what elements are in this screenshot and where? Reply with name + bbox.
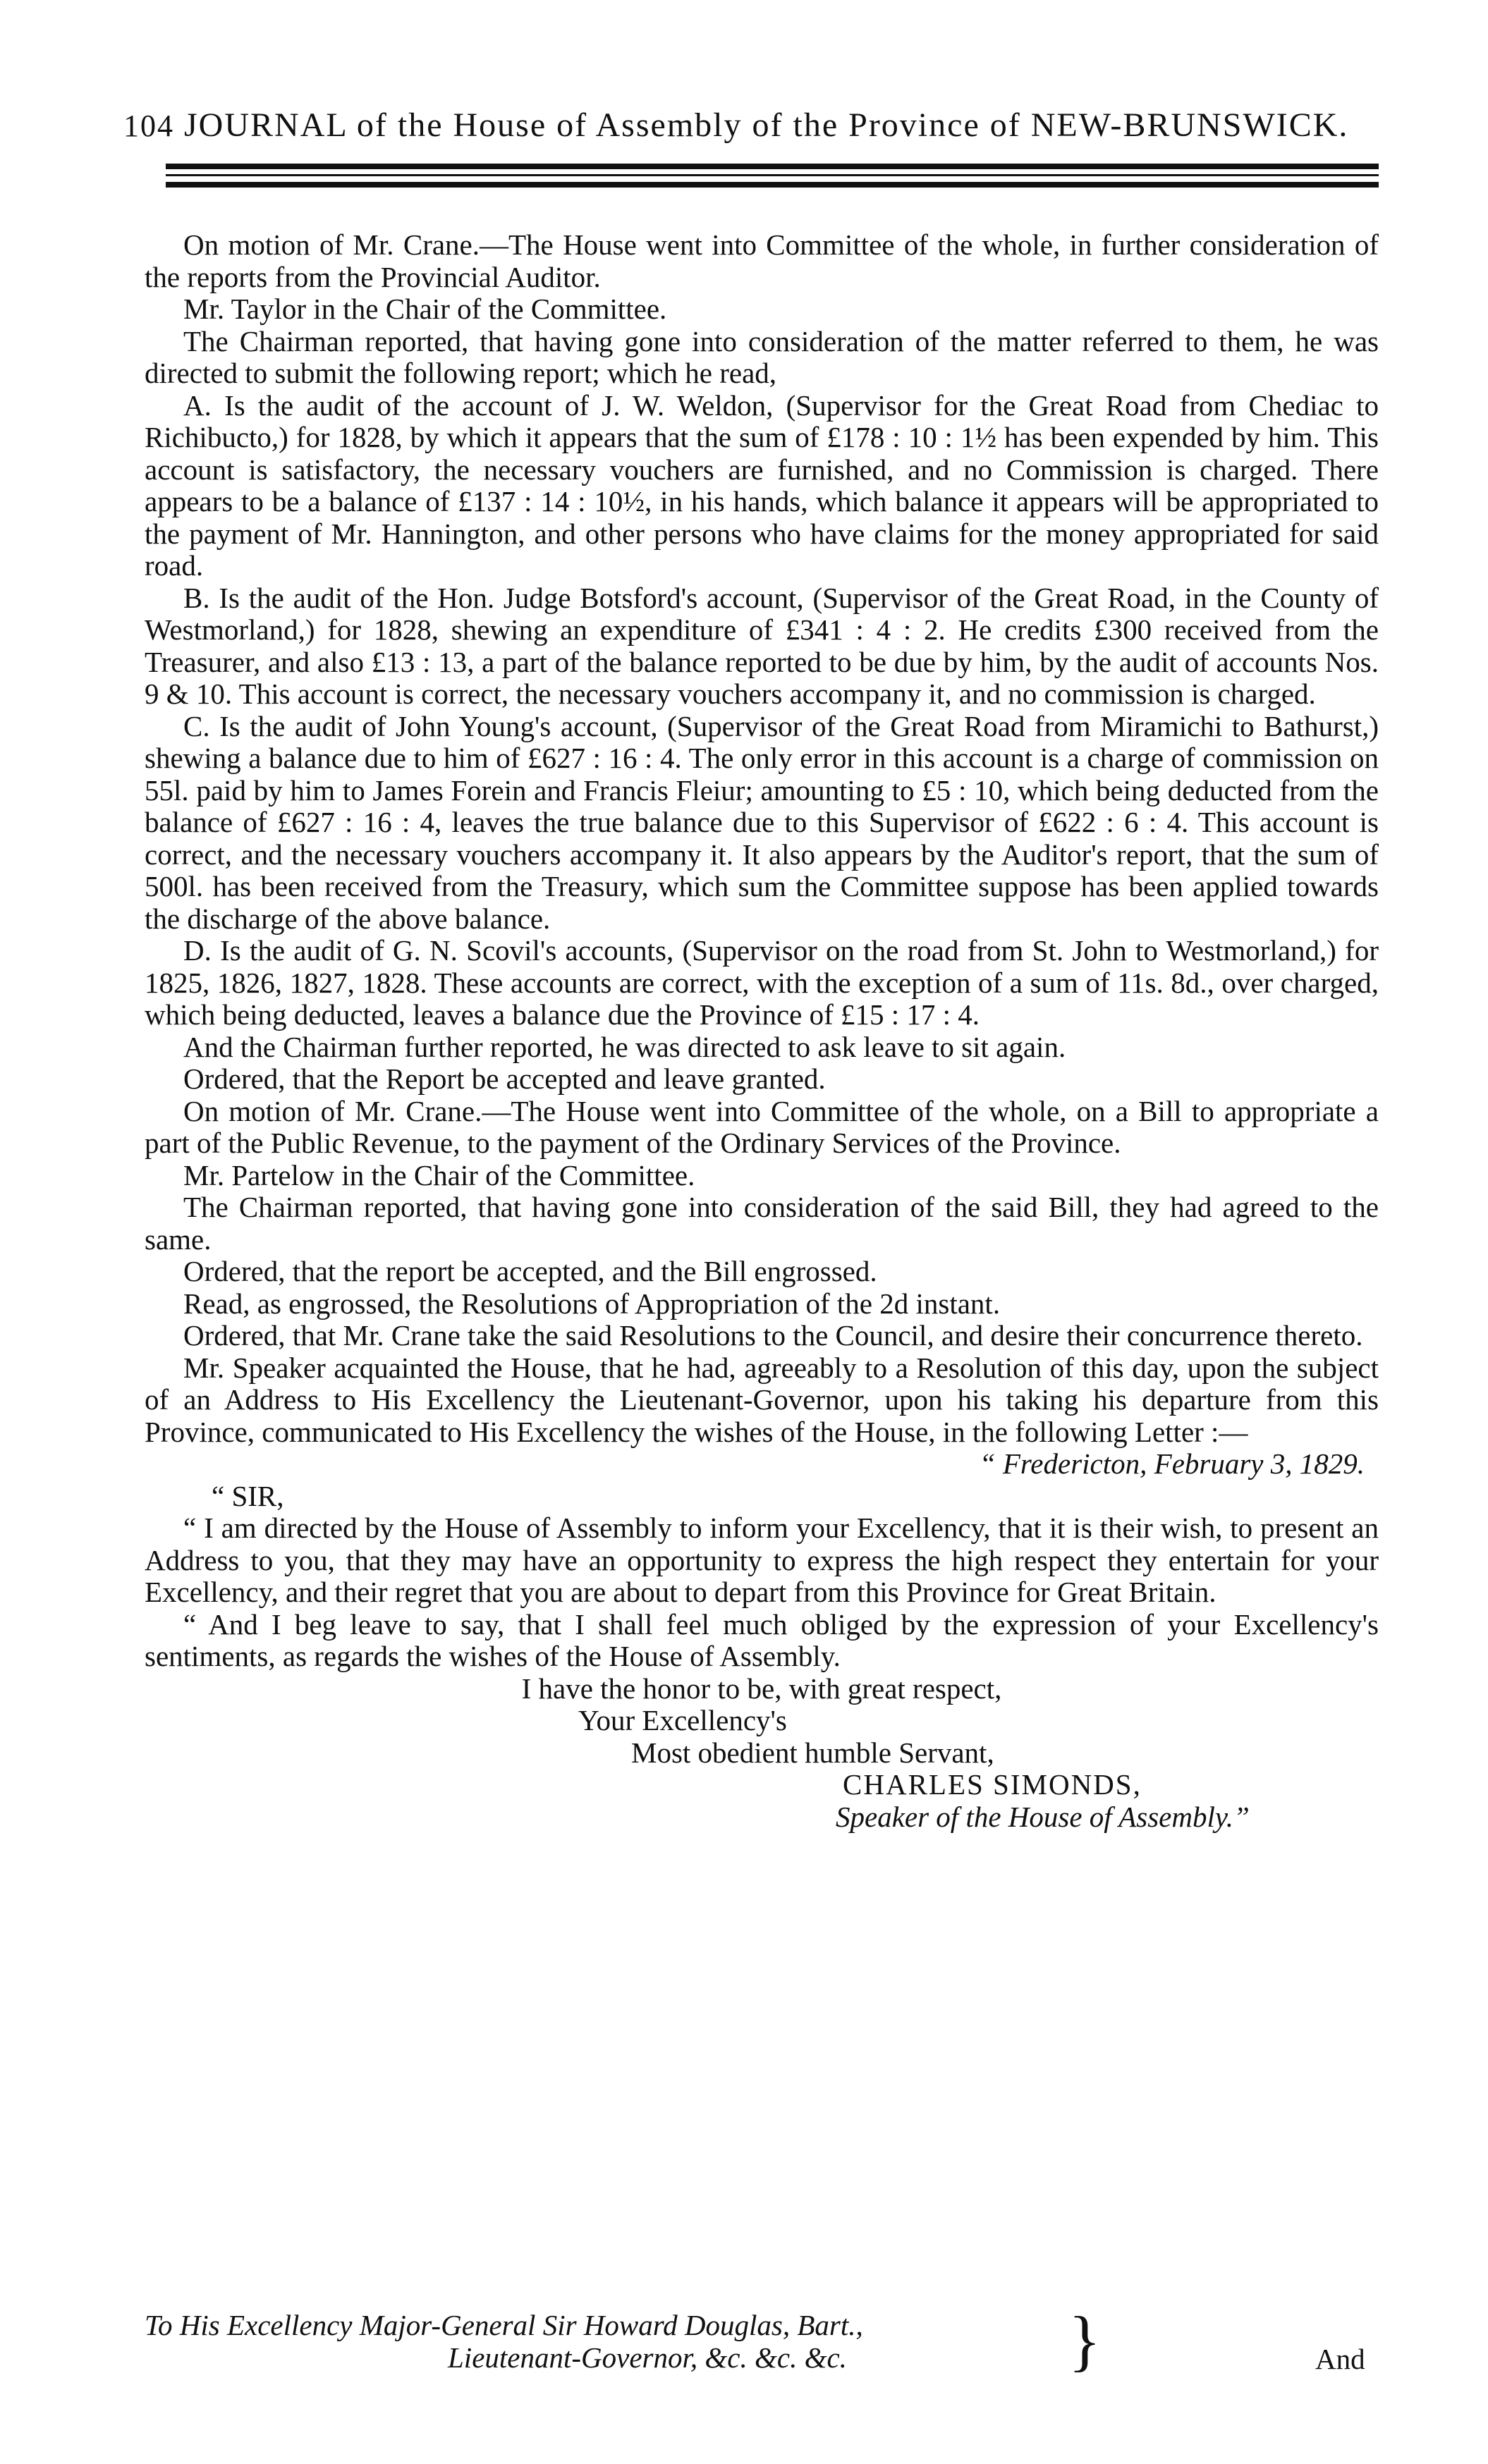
- addressee-line: Lieutenant-Governor, &c. &c. &c.: [448, 2341, 847, 2374]
- paragraph: On motion of Mr. Crane.—The House went into Committee of the whole, on a Bill to appropriate a part of the Public Revenue, to the payment of the Ordinary Services of the Province.: [145, 1094, 1379, 1159]
- letter-signature: CHARLES SIMONDS,: [843, 1768, 1142, 1801]
- letter-dateline: “ Fredericton, February 3, 1829.: [979, 1447, 1365, 1480]
- paragraph: Ordered, that the report be accepted, and the Bill engrossed.: [183, 1255, 877, 1287]
- report-item-d: D. Is the audit of G. N. Scovil's accounts, (Supervisor on the road from St. John to Westmorland,) for 1825, 1826, 1827, 1828. These accounts are correct, with the exception of a sum of 11s. 8d., over charged, which being deducted, leaves a balance due the Province of £15 : 17 : 4.: [145, 934, 1379, 1031]
- paragraph: Mr. Taylor in the Chair of the Committee.: [183, 293, 667, 325]
- catchword: And: [1315, 2343, 1365, 2375]
- paragraph: The Chairman reported, that having gone into consideration of the matter referred to them, he was directed to submit the following report; which he read,: [145, 324, 1379, 389]
- header-rule-thick-bottom: [166, 182, 1379, 188]
- letter-closing: Your Excellency's: [578, 1704, 787, 1736]
- header-rule-thin: [166, 174, 1379, 176]
- letter-addressee: [145, 2303, 1379, 2378]
- paragraph: Ordered, that Mr. Crane take the said Resolutions to the Council, and desire their concurrence thereto.: [183, 1319, 1363, 1351]
- brace-glyph: }: [1068, 2303, 1102, 2378]
- letter-closing: Most obedient humble Servant,: [631, 1736, 994, 1769]
- report-item-c: C. Is the audit of John Young's account, (Supervisor of the Great Road from Miramichi to Bathurst,) shewing a balance due to him of £627 : 16 : 4. The only error in this account is a charge of commission on 55l. paid by him to James Forein and Francis Fleiur; amounting to £5 : 10, which being deducted from the balance of £627 : 16 : 4, leaves the true balance due to this Supervisor of £622 : 6 : 4. This account is correct, and the necessary vouchers accompany it. It also appears by the Auditor's report, that the sum of 500l. has been received from the Treasury, which sum the Committee suppose has been applied towards the discharge of the above balance.: [145, 709, 1379, 935]
- paragraph: Read, as engrossed, the Resolutions of Appropriation of the 2d instant.: [183, 1287, 1001, 1320]
- addressee-line: To His Excellency Major-General Sir Howard Douglas, Bart.,: [145, 2309, 863, 2341]
- report-item-a: A. Is the audit of the account of J. W. Weldon, (Supervisor for the Great Road from Chediac to Richibucto,) for 1828, by which it appears that the sum of £178 : 10 : 1½ has been expended by him. This account is satisfactory, the necessary vouchers are furnished, and no Commission is charged. There appears to be a balance of £137 : 14 : 10½, in his hands, which balance it appears will be appropriated to the payment of Mr. Hannington, and other persons who have claims for the money appropriated for said road.: [145, 388, 1379, 582]
- page-number: 104: [123, 109, 174, 143]
- letter-closing: I have the honor to be, with great respect,: [521, 1672, 1002, 1705]
- running-header: [123, 106, 1386, 145]
- paragraph: Mr. Partelow in the Chair of the Committee.: [183, 1158, 695, 1191]
- letter-signature-title: Speaker of the House of Assembly.”: [836, 1800, 1250, 1833]
- journal-body: [145, 229, 1379, 1833]
- paragraph: Mr. Speaker acquainted the House, that he had, agreeably to a Resolution of this day, upon the subject of an Address to His Excellency the Lieutenant-Governor, upon his taking his departure from this Province, communicated to His Excellency the wishes of the House, in the following Letter :—: [145, 1351, 1379, 1448]
- paragraph: On motion of Mr. Crane.—The House went into Committee of the whole, in further consideration of the reports from the Provincial Auditor.: [145, 228, 1379, 293]
- letter-paragraph: “ I am directed by the House of Assembly to inform your Excellency, that it is their wish, to present an Address to you, that they may have an opportunity to express the high respect they entertain for your Excellency, and their regret that you are about to depart from this Province for Great Britain.: [145, 1512, 1379, 1608]
- paragraph: Ordered, that the Report be accepted and leave granted.: [183, 1062, 826, 1095]
- letter-paragraph: “ And I beg leave to say, that I shall feel much obliged by the expression of your Excellency's sentiments, as regards the wishes of the House of Assembly.: [145, 1607, 1379, 1672]
- letter-salutation: “ SIR,: [212, 1479, 284, 1512]
- report-item-b: B. Is the audit of the Hon. Judge Botsford's account, (Supervisor of the Great Road, in the County of Westmorland,) for 1828, shewing an expenditure of £341 : 4 : 2. He credits £300 received from the Treasurer, and also £13 : 13, a part of the balance reported to be due by him, by the audit of accounts Nos. 9 & 10. This account is correct, the necessary vouchers accompany it, and no commission is charged.: [145, 581, 1379, 710]
- paragraph: The Chairman reported, that having gone into consideration of the said Bill, they had agreed to the same.: [145, 1191, 1379, 1256]
- page-title: JOURNAL of the House of Assembly of the Province of NEW-BRUNSWICK.: [184, 106, 1349, 144]
- header-rule-thick-top: [166, 164, 1379, 169]
- paragraph: And the Chairman further reported, he was directed to ask leave to sit again.: [183, 1030, 1066, 1063]
